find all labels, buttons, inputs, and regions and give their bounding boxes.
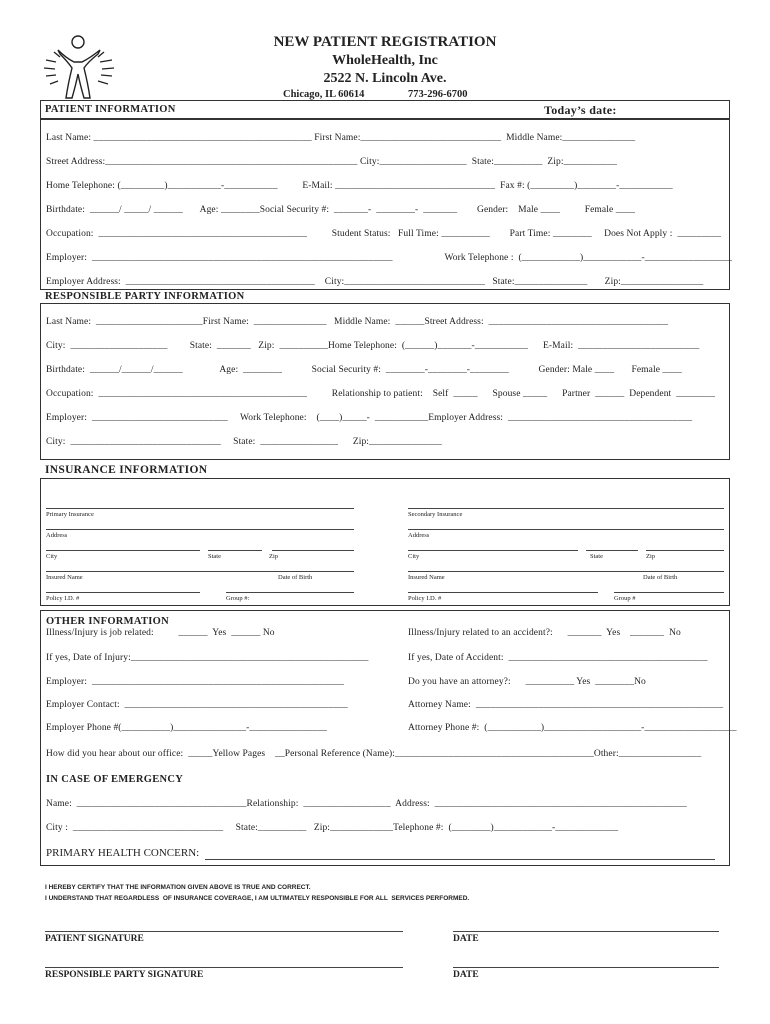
patient-employer-row[interactable]: Employer: ______________________________________________________________ Work Telephone : (____________)____________-__________________ bbox=[46, 253, 733, 263]
other-info-heading: OTHER INFORMATION bbox=[46, 616, 170, 627]
insurance-heading: INSURANCE INFORMATION bbox=[45, 464, 208, 476]
secondary-group-label: Group # bbox=[614, 595, 636, 602]
rp-birth-row[interactable]: Birthdate: ______/______/______ Age: ________ Social Security #: ________-________-________ Gender: Male ____ Female ____ bbox=[46, 365, 682, 375]
responsible-signature-line[interactable] bbox=[45, 967, 403, 968]
secondary-zip-label: Zip bbox=[646, 553, 656, 560]
secondary-insured-line[interactable] bbox=[408, 571, 724, 572]
patient-contact-row[interactable]: Home Telephone: (_________)___________-___________ E-Mail: _________________________________ Fax #: (_________)________-___________ bbox=[46, 181, 673, 191]
primary-policy-label: Policy I.D. # bbox=[46, 595, 80, 602]
date-of-injury-row[interactable]: If yes, Date of Injury:_________________________________________________ bbox=[46, 653, 369, 663]
patient-date-line[interactable] bbox=[453, 931, 719, 932]
rp-address-row[interactable]: City: ____________________ State: _______ Zip: __________Home Telephone: (______)_______-___________ E-Mail: _________________________ bbox=[46, 341, 700, 351]
primary-health-concern-line[interactable] bbox=[205, 859, 715, 860]
rp-employer-row[interactable]: Employer: ____________________________ Work Telephone: (____)_____- ___________Employer Address: ______________________________________ bbox=[46, 413, 693, 423]
primary-policy-line[interactable] bbox=[46, 592, 200, 593]
secondary-group-line[interactable] bbox=[614, 592, 724, 593]
responsible-date-line[interactable] bbox=[453, 967, 719, 968]
patient-occupation-row[interactable]: Occupation: ___________________________________________ Student Status: Full Time: __________ Part Time: ________ Does Not Apply : _________ bbox=[46, 229, 722, 239]
patient-signature-label: PATIENT SIGNATURE bbox=[45, 934, 144, 944]
attorney-question-row[interactable]: Do you have an attorney?: __________ Yes ________No bbox=[408, 677, 646, 687]
patient-info-box bbox=[40, 118, 733, 290]
primary-group-label: Group #: bbox=[226, 595, 250, 602]
emergency-city-row[interactable]: City : _______________________________ State:__________ Zip:_____________Telephone #: (________)____________-_____________ bbox=[46, 823, 619, 833]
secondary-address-line[interactable] bbox=[408, 529, 724, 530]
secondary-dob-label: Date of Birth bbox=[643, 574, 678, 581]
secondary-city-line[interactable] bbox=[408, 550, 578, 551]
primary-insured-label: Insured Name bbox=[46, 574, 83, 581]
primary-state-label: State bbox=[208, 553, 221, 560]
primary-insurance-line[interactable] bbox=[46, 508, 354, 509]
secondary-address-label: Address bbox=[408, 532, 430, 539]
secondary-city-label: City bbox=[408, 553, 420, 560]
secondary-zip-line[interactable] bbox=[646, 550, 724, 551]
secondary-state-label: State bbox=[590, 553, 603, 560]
rp-city-row[interactable]: City: _______________________________ State: ________________ Zip:_______________ bbox=[46, 437, 442, 447]
certify-line-1: I HEREBY CERTIFY THAT THE INFORMATION GIVEN ABOVE IS TRUE AND CORRECT. bbox=[45, 884, 311, 891]
date-of-accident-row[interactable]: If yes, Date of Accident: _________________________________________ bbox=[408, 653, 708, 663]
company-street: 2522 N. Lincoln Ave. bbox=[323, 71, 447, 86]
referral-source-row[interactable]: How did you hear about our office: _____Yellow Pages __Personal Reference (Name):_________________________________________Other:_________________ bbox=[46, 749, 702, 759]
primary-insured-line[interactable] bbox=[46, 571, 354, 572]
primary-zip-line[interactable] bbox=[272, 550, 354, 551]
company-name: WholeHealth, Inc bbox=[332, 53, 438, 68]
secondary-policy-line[interactable] bbox=[408, 592, 598, 593]
responsible-party-heading: RESPONSIBLE PARTY INFORMATION bbox=[45, 291, 245, 302]
secondary-insurance-line[interactable] bbox=[408, 508, 724, 509]
patient-birth-row[interactable]: Birthdate: ______/ _____/ ______ Age: ________Social Security #: _______- ________- _______ Gender: Male ____ Female ____ bbox=[46, 205, 636, 215]
emergency-name-row[interactable]: Name: ___________________________________Relationship: __________________ Address: ____________________________________________________ bbox=[46, 799, 687, 809]
patient-employer-address-row[interactable]: Employer Address: _______________________________________ City:_____________________________ State:_______________ Zip:_________________ bbox=[46, 277, 704, 287]
rp-name-row[interactable]: Last Name: ______________________First Name: _______________ Middle Name: ______Street Address: _____________________________________ bbox=[46, 317, 669, 327]
accident-related-row[interactable]: Illness/Injury related to an accident?: _______ Yes _______ No bbox=[408, 628, 681, 638]
employer-contact-row[interactable]: Employer Contact: ______________________________________________ bbox=[46, 700, 348, 710]
emergency-heading: IN CASE OF EMERGENCY bbox=[46, 774, 184, 785]
job-related-row[interactable]: Illness/Injury is job related: ______ Yes ______ No bbox=[46, 628, 275, 638]
primary-dob-label: Date of Birth bbox=[278, 574, 313, 581]
todays-date-label: Today’s date: bbox=[544, 103, 617, 117]
primary-zip-label: Zip bbox=[269, 553, 279, 560]
company-phone: 773-296-6700 bbox=[408, 89, 468, 100]
primary-health-concern-label: PRIMARY HEALTH CONCERN: bbox=[46, 847, 200, 859]
responsible-date-label: DATE bbox=[453, 970, 479, 980]
primary-address-line[interactable] bbox=[46, 529, 354, 530]
patient-address-row[interactable]: Street Address:____________________________________________________ City:__________________ State:__________ Zip:___________ bbox=[46, 157, 617, 167]
secondary-insurance-label: Secondary Insurance bbox=[408, 511, 463, 518]
employer-phone-row[interactable]: Employer Phone #(__________)_______________-________________ bbox=[46, 723, 327, 733]
patient-date-label: DATE bbox=[453, 934, 479, 944]
patient-info-heading: PATIENT INFORMATION bbox=[45, 104, 176, 115]
company-city: Chicago, IL 60614 bbox=[283, 89, 365, 100]
certify-line-2: I UNDERSTAND THAT REGARDLESS OF INSURANCE COVERAGE, I AM ULTIMATELY RESPONSIBLE FOR ALL SERVICES PERFORMED. bbox=[45, 895, 470, 902]
secondary-state-line[interactable] bbox=[586, 550, 638, 551]
primary-group-line[interactable] bbox=[226, 592, 354, 593]
primary-city-label: City bbox=[46, 553, 58, 560]
primary-state-line[interactable] bbox=[208, 550, 262, 551]
insurance-box bbox=[40, 478, 730, 606]
primary-city-line[interactable] bbox=[46, 550, 200, 551]
patient-signature-line[interactable] bbox=[45, 931, 403, 932]
responsible-signature-label: RESPONSIBLE PARTY SIGNATURE bbox=[45, 970, 204, 980]
patient-name-row[interactable]: Last Name: _____________________________________________ First Name:_____________________________ Middle Name:_______________ bbox=[46, 133, 636, 143]
primary-insurance-label: Primary Insurance bbox=[46, 511, 94, 518]
secondary-insured-label: Insured Name bbox=[408, 574, 445, 581]
primary-address-label: Address bbox=[46, 532, 68, 539]
form-title: NEW PATIENT REGISTRATION bbox=[273, 34, 497, 50]
secondary-policy-label: Policy I.D. # bbox=[408, 595, 442, 602]
rp-occupation-row[interactable]: Occupation: ___________________________________________ Relationship to patient: Self _____ Spouse _____ Partner ______ Dependent ________ bbox=[46, 389, 716, 399]
attorney-name-row[interactable]: Attorney Name: ___________________________________________________ bbox=[408, 700, 724, 710]
attorney-phone-row[interactable]: Attorney Phone #: (___________)____________________-___________________ bbox=[408, 723, 737, 733]
other-employer-row[interactable]: Employer: ____________________________________________________ bbox=[46, 677, 345, 687]
